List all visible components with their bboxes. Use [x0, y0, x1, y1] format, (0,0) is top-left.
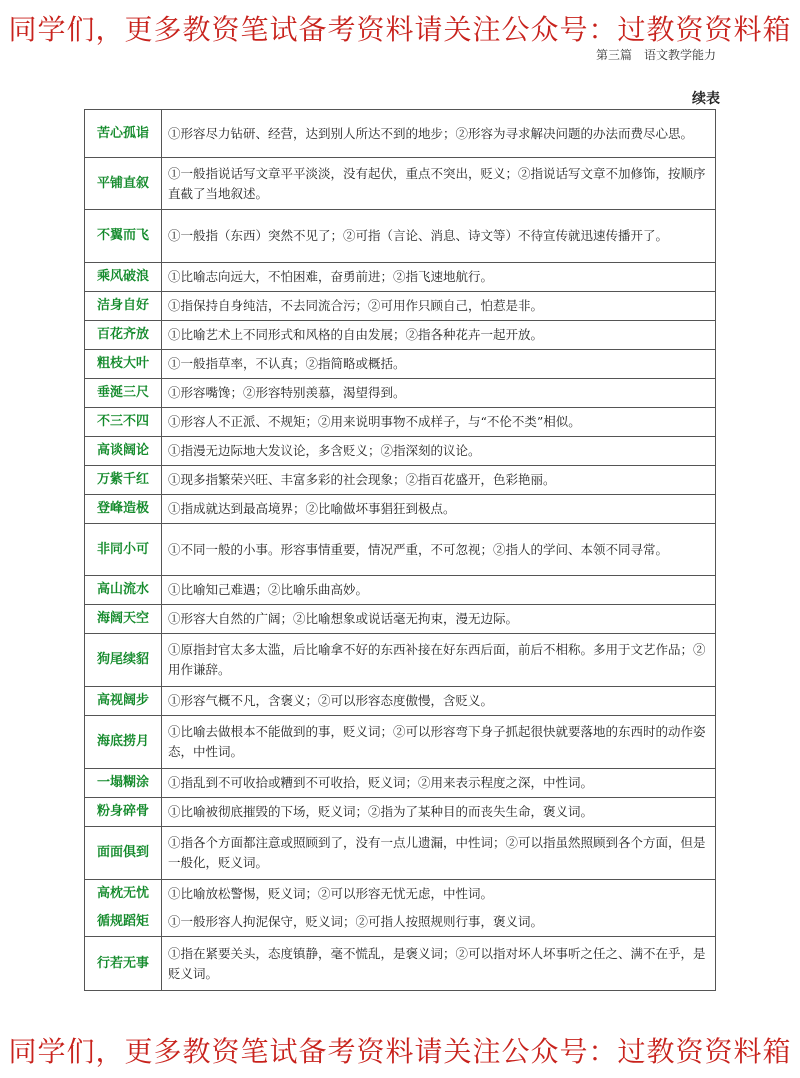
idiom-term: 海底捞月	[85, 716, 162, 769]
idiom-term: 登峰造极	[85, 495, 162, 524]
idiom-term: 循规蹈矩	[85, 908, 162, 937]
idiom-term: 面面俱到	[85, 827, 162, 880]
idiom-definition: ①形容气概不凡，含褒义；②可以形容态度傲慢，含贬义。	[162, 687, 716, 716]
idiom-term: 非同小可	[85, 524, 162, 576]
idiom-definition: ①不同一般的小事。形容事情重要，情况严重，不可忽视；②指人的学问、本领不同寻常。	[162, 524, 716, 576]
idiom-table	[84, 109, 716, 991]
table-row	[85, 158, 716, 210]
idiom-term: 垂涎三尺	[85, 379, 162, 408]
idiom-definition: ①一般形容人拘泥保守，贬义词；②可指人按照规则行事，褒义词。	[162, 908, 716, 937]
table-row	[85, 495, 716, 524]
table-row	[85, 466, 716, 495]
idiom-definition: ①一般指说话写文章平平淡淡，没有起伏，重点不突出，贬义；②指说话写文章不加修饰，按顺序直截了当地叙述。	[162, 158, 716, 210]
table-row	[85, 524, 716, 576]
table-row	[85, 687, 716, 716]
idiom-definition: ①比喻知己难遇；②比喻乐曲高妙。	[162, 576, 716, 605]
idiom-definition: ①指在紧要关头，态度镇静，毫不慌乱，是褒义词；②可以指对坏人坏事听之任之、满不在乎，是贬义词。	[162, 937, 716, 991]
promo-banner-top: 同学们，更多教资笔试备考资料请关注公众号：过教资资料箱	[8, 13, 792, 46]
table-row	[85, 210, 716, 263]
idiom-term: 苦心孤诣	[85, 110, 162, 158]
table-row	[85, 716, 716, 769]
idiom-term: 万紫千红	[85, 466, 162, 495]
idiom-definition: ①指各个方面都注意或照顾到了，没有一点儿遗漏，中性词；②可以指虽然照顾到各个方面，但是一般化，贬义词。	[162, 827, 716, 880]
idiom-definition: ①指乱到不可收拾或糟到不可收拾，贬义词；②用来表示程度之深，中性词。	[162, 769, 716, 798]
idiom-definition: ①形容人不正派、不规矩；②用来说明事物不成样子，与“不伦不类”相似。	[162, 408, 716, 437]
table-row	[85, 908, 716, 937]
idiom-definition: ①形容尽力钻研、经营，达到别人所达不到的地步；②形容为寻求解决问题的办法而费尽心思。	[162, 110, 716, 158]
idiom-term: 平铺直叙	[85, 158, 162, 210]
idiom-definition: ①指保持自身纯洁，不去同流合污；②可用作只顾自己，怕惹是非。	[162, 292, 716, 321]
table-row	[85, 827, 716, 880]
table-row	[85, 880, 716, 909]
idiom-definition: ①一般指草率，不认真；②指简略或概括。	[162, 350, 716, 379]
idiom-term: 海阔天空	[85, 605, 162, 634]
table-row	[85, 576, 716, 605]
idiom-term: 百花齐放	[85, 321, 162, 350]
table-row	[85, 350, 716, 379]
table-row	[85, 634, 716, 687]
table-row	[85, 263, 716, 292]
idiom-definition: ①指漫无边际地大发议论，多含贬义；②指深刻的议论。	[162, 437, 716, 466]
idiom-term: 乘风破浪	[85, 263, 162, 292]
idiom-term: 行若无事	[85, 937, 162, 991]
idiom-definition: ①比喻去做根本不能做到的事，贬义词；②可以形容弯下身子抓起很快就要落地的东西时的动作姿态，中性词。	[162, 716, 716, 769]
idiom-term: 高视阔步	[85, 687, 162, 716]
idiom-term: 狗尾续貂	[85, 634, 162, 687]
table-row	[85, 408, 716, 437]
idiom-term: 洁身自好	[85, 292, 162, 321]
idiom-definition: ①形容嘴馋；②形容特别羡慕，渴望得到。	[162, 379, 716, 408]
idiom-definition: ①比喻艺术上不同形式和风格的自由发展；②指各种花卉一起开放。	[162, 321, 716, 350]
table-row	[85, 110, 716, 158]
idiom-definition: ①现多指繁荣兴旺、丰富多彩的社会现象；②指百花盛开，色彩艳丽。	[162, 466, 716, 495]
idiom-definition: ①指成就达到最高境界；②比喻做坏事猖狂到极点。	[162, 495, 716, 524]
table-row	[85, 379, 716, 408]
idiom-definition: ①一般指（东西）突然不见了；②可指（言论、消息、诗文等）不待宣传就迅速传播开了。	[162, 210, 716, 263]
idiom-term: 不三不四	[85, 408, 162, 437]
promo-banner-bottom: 同学们，更多教资笔试备考资料请关注公众号：过教资资料箱	[8, 1035, 792, 1068]
idiom-definition: ①原指封官太多太滥，后比喻拿不好的东西补接在好东西后面，前后不相称。多用于文艺作品；②用作谦辞。	[162, 634, 716, 687]
idiom-term: 不翼而飞	[85, 210, 162, 263]
table-row	[85, 321, 716, 350]
idiom-term: 一塌糊涂	[85, 769, 162, 798]
table-row	[85, 769, 716, 798]
idiom-definition: ①比喻被彻底摧毁的下场，贬义词；②指为了某种目的而丧失生命，褒义词。	[162, 798, 716, 827]
table-row	[85, 937, 716, 991]
idiom-term: 高山流水	[85, 576, 162, 605]
table-row	[85, 292, 716, 321]
idiom-term: 粗枝大叶	[85, 350, 162, 379]
idiom-definition: ①形容大自然的广阔；②比喻想象或说话毫无拘束，漫无边际。	[162, 605, 716, 634]
section-header: 第三篇 语文教学能力	[595, 48, 716, 62]
idiom-definition: ①比喻志向远大，不怕困难，奋勇前进；②指飞速地航行。	[162, 263, 716, 292]
idiom-definition: ①比喻放松警惕，贬义词；②可以形容无忧无虑，中性词。	[162, 880, 716, 909]
idiom-term: 粉身碎骨	[85, 798, 162, 827]
table-row	[85, 437, 716, 466]
table-row	[85, 605, 716, 634]
idiom-term: 高枕无忧	[85, 880, 162, 909]
idiom-term: 高谈阔论	[85, 437, 162, 466]
table-row	[85, 798, 716, 827]
continued-label: 续表	[692, 91, 720, 107]
